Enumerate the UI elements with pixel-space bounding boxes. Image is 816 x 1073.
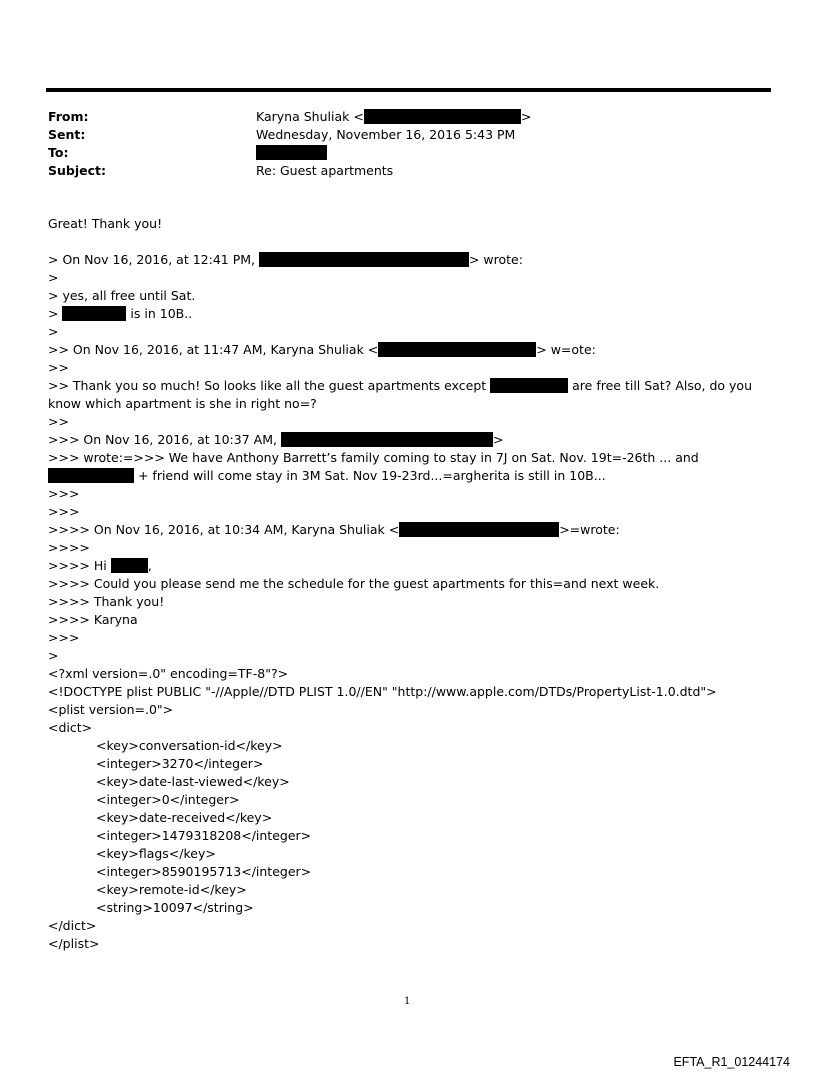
sent-label: Sent: [48,127,86,142]
body-line: >> On Nov 16, 2016, at 11:47 AM, Karyna Shuliak < > w=ote: [48,342,596,357]
body-line: Great! Thank you! [48,216,163,231]
redaction-block [111,558,148,573]
xml-line: <string>10097</string> [96,900,254,915]
redaction-block [490,378,568,393]
redaction-block [48,468,134,483]
header-rule [46,88,771,92]
body-line: >>> On Nov 16, 2016, at 10:37 AM, > [48,432,504,447]
redaction-block [281,432,493,447]
body-line: > yes, all free until Sat. [48,288,196,303]
email-body [48,215,768,953]
body-line: >>>> On Nov 16, 2016, at 10:34 AM, Karyna Shuliak < >=wrote: [48,522,620,537]
redaction-block [256,145,327,160]
subject-label: Subject: [48,163,106,178]
xml-line: <key>remote-id</key> [96,882,247,897]
xml-line: <integer>3270</integer> [96,756,264,771]
xml-line: </plist> [48,936,100,951]
body-line: > is in 10B.. [48,306,193,321]
redaction-block [259,252,469,267]
xml-line: <key>conversation-id</key> [96,738,283,753]
xml-line: <!DOCTYPE plist PUBLIC "-//Apple//DTD PLIST 1.0//EN" "http://www.apple.com/DTDs/PropertyList-1.0.dtd"> [48,684,717,699]
body-line: >>> [48,630,80,645]
xml-line: <integer>0</integer> [96,792,240,807]
body-line: > [48,270,59,285]
from-label: From: [48,109,89,124]
to-label: To: [48,145,69,160]
body-line: >>>> [48,540,90,555]
xml-line: <key>date-last-viewed</key> [96,774,290,789]
body-line: >>> wrote:=>>> We have Anthony Barrett’s family coming to stay in 7J on Sat. Nov. 19t=-26th ... and + friend will come stay in 3M Sat. Nov 19-23rd...=argherita is still in 10B... [48,450,699,483]
xml-line: <integer>8590195713</integer> [96,864,312,879]
page-number: 1 [404,996,411,1007]
body-line: >> Thank you so much! So looks like all the guest apartments except are free till Sat? Also, do you know which apartment is she in right no=? [48,378,753,411]
xml-line: <plist version=.0"> [48,702,174,717]
body-line: >>>> Karyna [48,612,138,627]
body-line: > [48,324,59,339]
body-line: >> [48,414,69,429]
xml-line: <key>flags</key> [96,846,216,861]
body-line: >>>> Hi , [48,558,152,573]
redaction-block [364,109,521,124]
to-value [256,144,327,162]
xml-line: <dict> [48,720,93,735]
sent-value: Wednesday, November 16, 2016 5:43 PM [256,127,516,142]
xml-line: </dict> [48,918,97,933]
xml-line: <integer>1479318208</integer> [96,828,312,843]
body-line: >>> [48,486,80,501]
body-line: > On Nov 16, 2016, at 12:41 PM, > wrote: [48,252,523,267]
body-line: >>> [48,504,80,519]
body-line: >> [48,360,69,375]
redaction-block [62,306,126,321]
xml-line: <key>date-received</key> [96,810,273,825]
document-id: EFTA_R1_01244174 [673,1055,790,1069]
redaction-block [399,522,559,537]
body-line: > [48,648,59,663]
from-value: Karyna Shuliak < > [256,109,532,124]
body-line: >>>> Could you please send me the schedule for the guest apartments for this=and next week. [48,576,660,591]
body-line: >>>> Thank you! [48,594,165,609]
redaction-block [378,342,536,357]
subject-value: Re: Guest apartments [256,163,394,178]
xml-line: <?xml version=.0" encoding=TF-8"?> [48,666,289,681]
